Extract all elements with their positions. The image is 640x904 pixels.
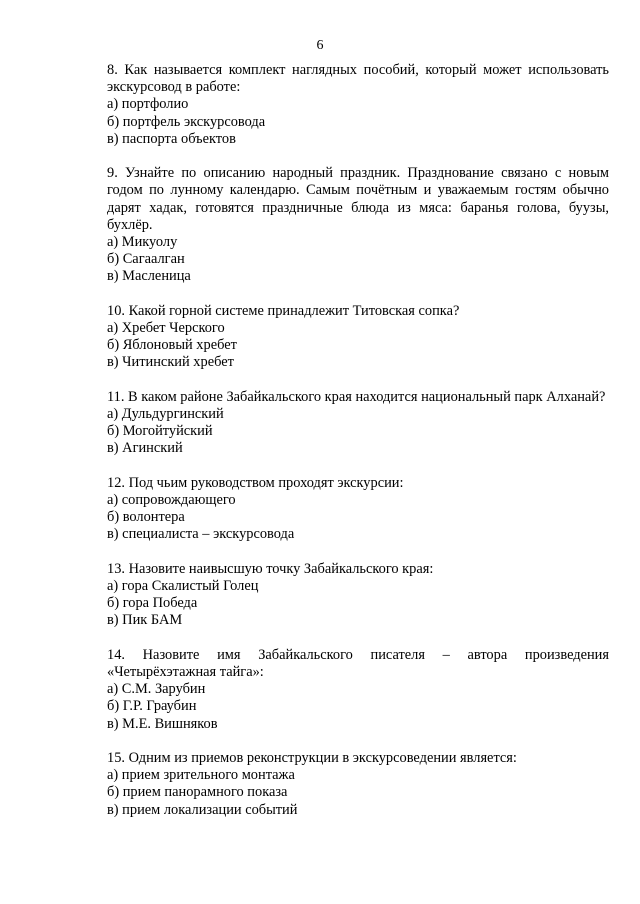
answer-option: б) Яблоновый хребет <box>107 337 237 354</box>
question-text: 11. В каком районе Забайкальского края находится национальный парк Алханай? <box>107 388 606 405</box>
answer-option: а) С.М. Зарубин <box>107 681 206 698</box>
question-9 <box>107 165 609 285</box>
question-list <box>107 62 609 836</box>
question-text: 13. Назовите наивысшую точку Забайкальского края: <box>107 560 434 577</box>
answer-option: б) Г.Р. Граубин <box>107 698 197 715</box>
question-11 <box>107 389 609 458</box>
answer-option: б) гора Победа <box>107 595 198 612</box>
question-12 <box>107 475 609 544</box>
question-text: 14. Назовите имя Забайкальского писателя – автора произведения «Четырёхэтажная тайга»: <box>107 646 609 681</box>
question-13 <box>107 561 609 630</box>
answer-option: а) Микуолу <box>107 234 178 251</box>
answer-option: в) паспорта объектов <box>107 130 236 147</box>
answer-option: в) Агинский <box>107 440 183 457</box>
answer-option: в) Масленица <box>107 268 191 285</box>
answer-option: б) Могойтуйский <box>107 423 213 440</box>
question-text: 12. Под чьим руководством проходят экскурсии: <box>107 474 404 491</box>
question-14 <box>107 647 609 733</box>
answer-option: б) волонтера <box>107 509 185 526</box>
question-text: 8. Как называется комплект наглядных пособий, который может использовать экскурсовод в работе: <box>107 62 609 96</box>
answer-option: в) Читинский хребет <box>107 354 234 371</box>
answer-option: а) Дульдургинский <box>107 406 224 423</box>
question-text: 15. Одним из приемов реконструкции в экскурсоведении является: <box>107 750 517 767</box>
answer-option: б) прием панорамного показа <box>107 784 288 801</box>
answer-option: в) прием локализации событий <box>107 801 298 818</box>
answer-option: а) портфолио <box>107 96 189 113</box>
answer-option: а) прием зрительного монтажа <box>107 767 295 784</box>
question-15 <box>107 750 609 819</box>
question-text: 9. Узнайте по описанию народный праздник. Празднование связано с новым годом по лунному календарю. Самым почётным и уважаемым гостям обычно дарят хадак, готовятся праздничные блюда из мяса: баранья голова, буузы, бухлёр. <box>107 165 609 233</box>
question-8 <box>107 62 609 148</box>
answer-option: в) Пик БАМ <box>107 612 183 629</box>
answer-option: а) сопровождающего <box>107 492 236 509</box>
question-10 <box>107 303 609 372</box>
answer-option: в) специалиста – экскурсовода <box>107 526 295 543</box>
answer-option: б) портфель экскурсовода <box>107 113 266 130</box>
answer-option: а) гора Скалистый Голец <box>107 578 259 595</box>
question-text: 10. Какой горной системе принадлежит Титовская сопка? <box>107 302 460 319</box>
answer-option: а) Хребет Черского <box>107 320 225 337</box>
answer-option: б) Сагаалган <box>107 251 185 268</box>
page-number: 6 <box>316 38 324 53</box>
answer-option: в) М.Е. Вишняков <box>107 715 218 732</box>
